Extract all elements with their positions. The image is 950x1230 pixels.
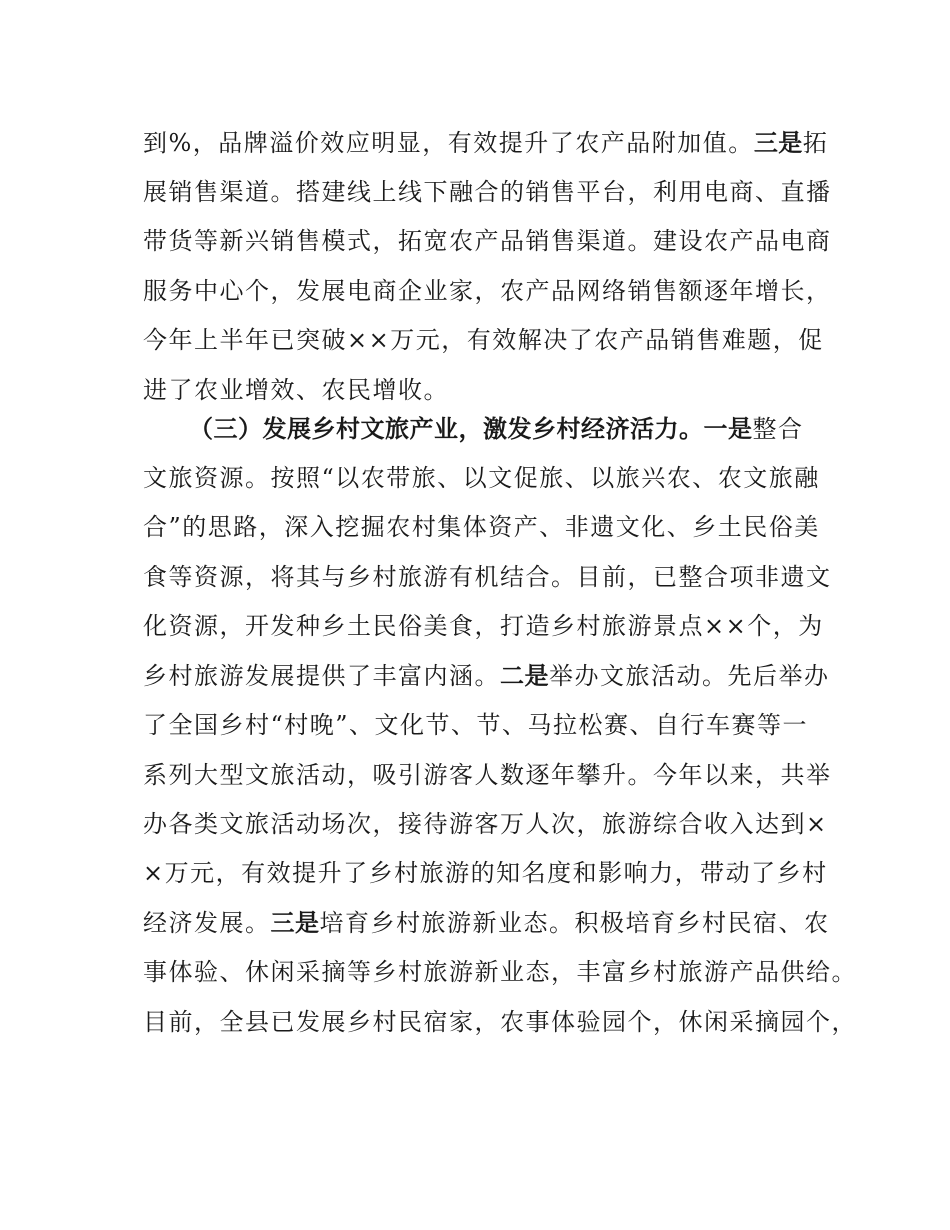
- text-line: 乡村旅游发展提供了丰富内涵。二是举办文旅活动。先后举办: [143, 662, 830, 690]
- text-line: 办各类文旅活动场次，接待游客万人次，旅游综合收入达到×: [143, 810, 828, 838]
- text-line: 合”的思路，深入挖掘农村集体资产、非遗文化、乡土民俗美: [143, 513, 820, 541]
- text-line: 文旅资源。按照“以农带旅、以文促旅、以旅兴农、农文旅融: [143, 464, 820, 492]
- text-line: 系列大型文旅活动，吸引游客人数逐年攀升。今年以来，共举: [143, 761, 832, 789]
- text-line: 了全国乡村“村晚”、文化节、节、马拉松赛、自行车赛等一: [143, 711, 809, 739]
- text-line: 目前，全县已发展乡村民宿家，农事体验园个，休闲采摘园个，: [143, 1008, 857, 1036]
- text-line: 进了农业增效、农民增收。: [143, 376, 449, 404]
- text-line: 展销售渠道。搭建线上线下融合的销售平台，利用电商、直播: [143, 178, 832, 206]
- text-line: 今年上半年已突破××万元，有效解决了农产品销售难题，促: [143, 326, 824, 354]
- text-line: （三）发展乡村文旅产业，激发乡村经济活力。一是整合: [189, 415, 804, 443]
- text-line: 事体验、休闲采摘等乡村旅游新业态，丰富乡村旅游产品供给。: [143, 958, 857, 986]
- text-line: 经济发展。三是培育乡村旅游新业态。积极培育乡村民宿、农: [143, 909, 830, 937]
- text-line: 服务中心个，发展电商企业家，农产品网络销售额逐年增长，: [143, 277, 832, 305]
- text-line: 食等资源，将其与乡村旅游有机结合。目前，已整合项非遗文: [143, 563, 832, 591]
- text-line: 带货等新兴销售模式，拓宽农产品销售渠道。建设农产品电商: [143, 227, 832, 255]
- text-line: 化资源，开发种乡土民俗美食，打造乡村旅游景点××个，为: [143, 612, 824, 640]
- text-line: 到%，品牌溢价效应明显，有效提升了农产品附加值。三是拓: [143, 129, 829, 157]
- text-line: ×万元，有效提升了乡村旅游的知名度和影响力，带动了乡村: [143, 859, 828, 887]
